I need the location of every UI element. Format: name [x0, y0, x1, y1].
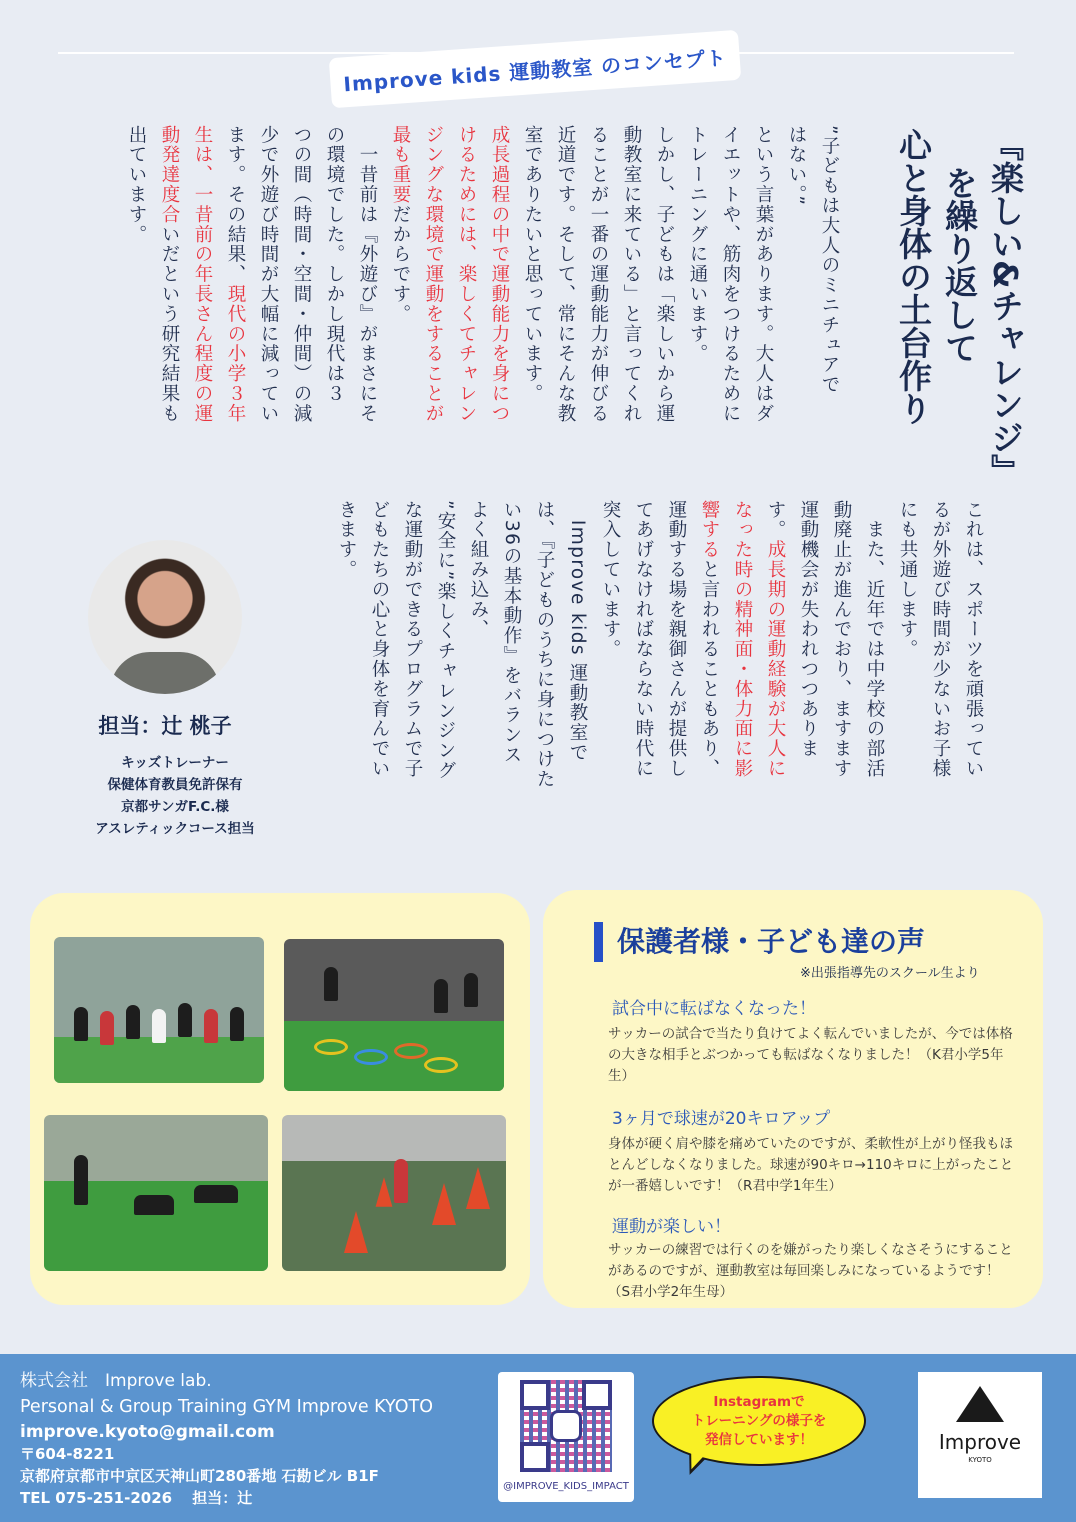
improve-logo [918, 1372, 1042, 1498]
voices-note: ※出張指導先のスクール生より [800, 966, 980, 981]
title-line-1: 『楽しい&チャレンジ』 [986, 128, 1025, 487]
photo-cone-drill [282, 1115, 506, 1271]
instagram-icon [550, 1410, 582, 1442]
company-name: 株式会社 Improve lab. [20, 1371, 212, 1391]
voice-heading-1: 試合中に転ばなくなった！ [612, 999, 816, 1019]
instagram-qr-code[interactable] [498, 1372, 634, 1502]
title-line-3: 心と身体の土台作り [894, 128, 933, 425]
photo-panel [30, 893, 530, 1305]
logo-subtext: KYOTO [968, 1456, 992, 1464]
photo-ring-drill [284, 939, 504, 1091]
photo-crawl-drill [44, 1115, 268, 1271]
voice-heading-2: 3ヶ月で球速が20キロアップ [612, 1109, 831, 1129]
postal-code: 〒604-8221 [20, 1445, 115, 1463]
phone[interactable]: TEL 075-251-2026 担当：辻 [20, 1489, 253, 1507]
voice-heading-3: 運動が楽しい！ [612, 1217, 731, 1237]
instagram-handle: @IMPROVE_KIDS_IMPACT [503, 1481, 629, 1492]
logo-wordmark: Improve [938, 1430, 1022, 1454]
gym-name: Personal & Group Training GYM Improve KYOTO [20, 1397, 434, 1417]
instagram-speech-bubble: Instagramで トレーニングの様子を 発信しています！ [652, 1376, 866, 1466]
concept-text-lower: これは、スポーツを頑張ってい るが外遊び時間が少ないお子様 にも共通します。 また、近年では中学校の部活 動廃止が進んでおり、ますます 運動機会が失われつつありま す。成長期の運動経験が大人に なった時の精神面・体力面に影 響すると言われることもあり、 運動する場を親御さんが提供し てあげなければならない時代に 突入しています。 Improve kids 運動教室で は、『子どものうちに身につけた い36の基本動作』をバランス よく組み込み、 ”安全に”楽しくチャレンジング な運動ができるプログラムで子 どもたちの心と身体を育んでい きます。 [336, 500, 984, 790]
voice-text-3: サッカーの練習では行くのを嫌がったり楽しくなさそうにすることがあるのですが、運動教室は毎回楽しみになっているようです！（S君小学2年生母） [608, 1242, 1013, 1300]
concept-text-upper: ”子どもは大人のミニチュアで はない。” という言葉があります。大人はダ イエットや、筋肉をつけるために トレーニングに通います。 しかし、子どもは「楽しいから運 動教室に来ている」と言ってくれ ることが一番の運動能力が伸びる 近道です。そして、常にそんな教 室でありたいと思っています。 成長過程の中で運動能力を身につ けるためには、楽しくてチャレン ジングな環境で運動をすることが 最も重要だからです。 一昔前は『外遊び』がまさにそ の環境でした。しかし現代は３ つの間（時間・空間・仲間）の減 少で外遊び時間が大幅に減ってい ます。その結果、現代の小学３年 生は、一昔前の年長さん程度の運 動発達度合いだという研究結果も 出ています。 [126, 125, 840, 424]
pyramid-logo-icon [956, 1386, 1004, 1422]
staff-photo [88, 540, 242, 694]
photo-group-kids [54, 937, 264, 1083]
address: 京都府京都市中京区天神山町280番地 石勘ビル B1F [20, 1467, 379, 1485]
concept-banner: Improve kids 運動教室 のコンセプト [329, 30, 741, 108]
staff-name: 担当：辻 桃子 [98, 714, 232, 738]
contact-email[interactable]: improve.kyoto@gmail.com [20, 1422, 275, 1442]
voice-text-1: サッカーの試合で当たり負けてよく転んでいましたが、今では体格の大きな相手とぶつかっても転ばなくなりました！（K君小学5年生） [608, 1026, 1013, 1084]
title-line-2: を繰り返して [940, 166, 979, 364]
voice-text-2: 身体が硬く肩や膝を痛めていたのですが、柔軟性が上がり怪我もほとんどしなくなりました。球速が90キロ→110キロに上がったことが一番嬉しいです！（R君中学1年生） [608, 1136, 1014, 1194]
staff-credentials: キッズトレーナー 保健体育教員免許保有 京都サンガF.C.様 アスレティックコース担当 [95, 755, 255, 837]
voices-title: 保護者様・子ども達の声 [594, 922, 925, 962]
